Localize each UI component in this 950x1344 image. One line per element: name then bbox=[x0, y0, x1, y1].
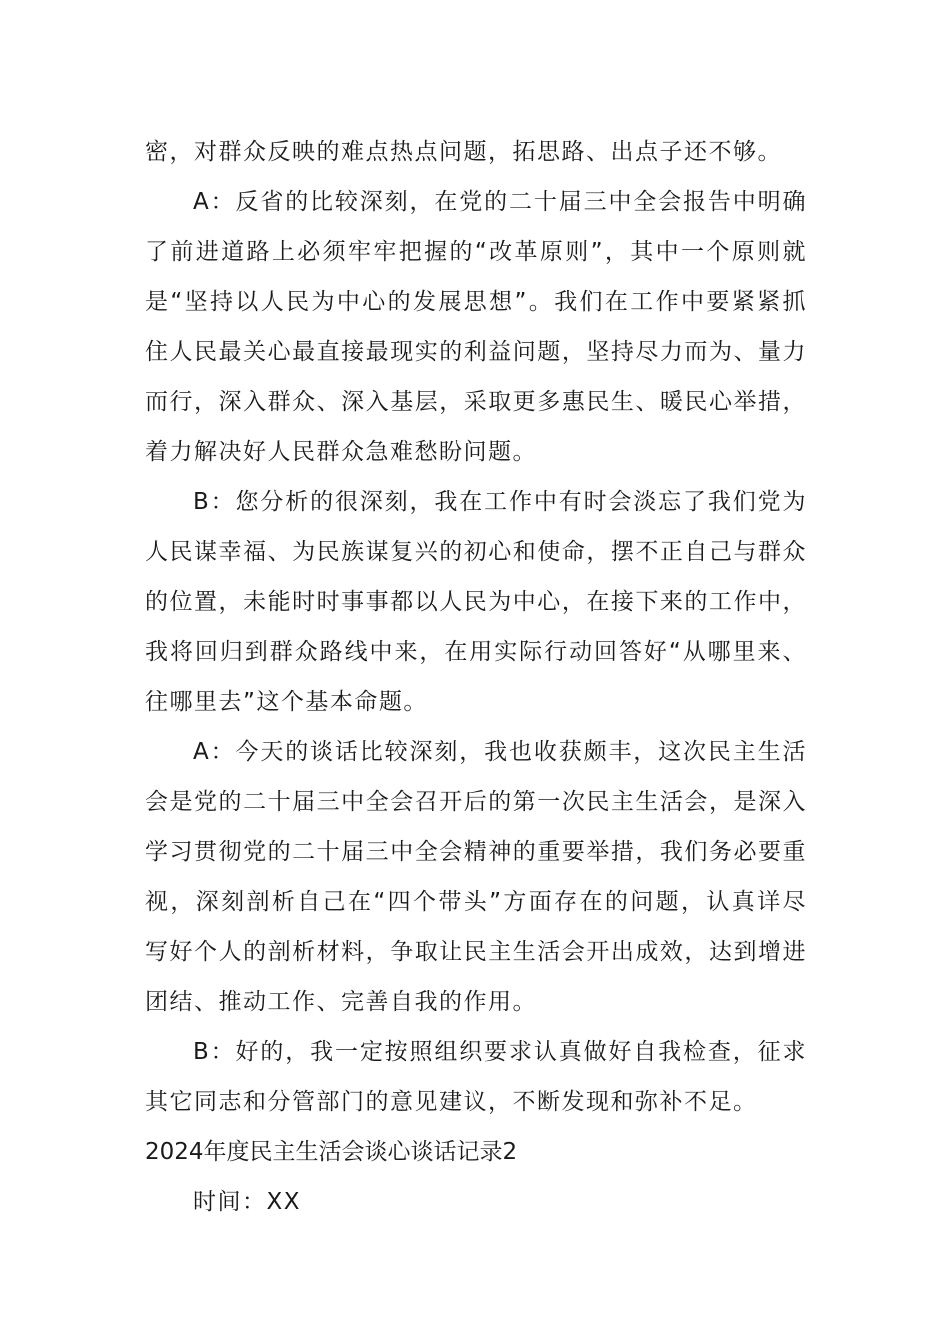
paragraph-a-2: A：今天的谈话比较深刻，我也收获颇丰，这次民主生活会是党的二十届三中全会召开后的第一次民主生活会，是深入学习贯彻党的二十届三中全会精神的重要举措，我们务必要重视，深刻剖析自己在“四个带头”方面存在的问题，认真详尽写好个人的剖析材料，争取让民主生活会开出成效，达到增进团结、推动工作、完善自我的作用。 bbox=[145, 739, 807, 1015]
paragraph-a-1: A：反省的比较深刻，在党的二十届三中全会报告中明确了前进道路上必须牢牢把握的“改革原则”，其中一个原则就是“坚持以人民为中心的发展思想”。我们在工作中要紧紧抓住人民最关心最直接最现实的利益问题，坚持尽力而为、量力而行，深入群众、深入基层，采取更多惠民生、暖民心举措，着力解决好人民群众急难愁盼问题。 bbox=[145, 189, 807, 465]
document-body bbox=[145, 127, 807, 1227]
time-line: 时间：XX bbox=[193, 1189, 302, 1215]
paragraph-b-1: B：您分析的很深刻，我在工作中有时会淡忘了我们党为人民谋幸福、为民族谋复兴的初心和使命，摆不正自己与群众的位置，未能时时事事都以人民为中心，在接下来的工作中，我将回归到群众路线中来，在用实际行动回答好“从哪里来、往哪里去”这个基本命题。 bbox=[145, 489, 807, 715]
paragraph-continuation: 密，对群众反映的难点热点问题，拓思路、出点子还不够。 bbox=[145, 139, 782, 165]
paragraph-b-2: B：好的，我一定按照组织要求认真做好自我检查，征求其它同志和分管部门的意见建议，不断发现和弥补不足。 bbox=[145, 1039, 807, 1115]
section-heading: 2024年度民主生活会谈心谈话记录2 bbox=[145, 1139, 518, 1165]
